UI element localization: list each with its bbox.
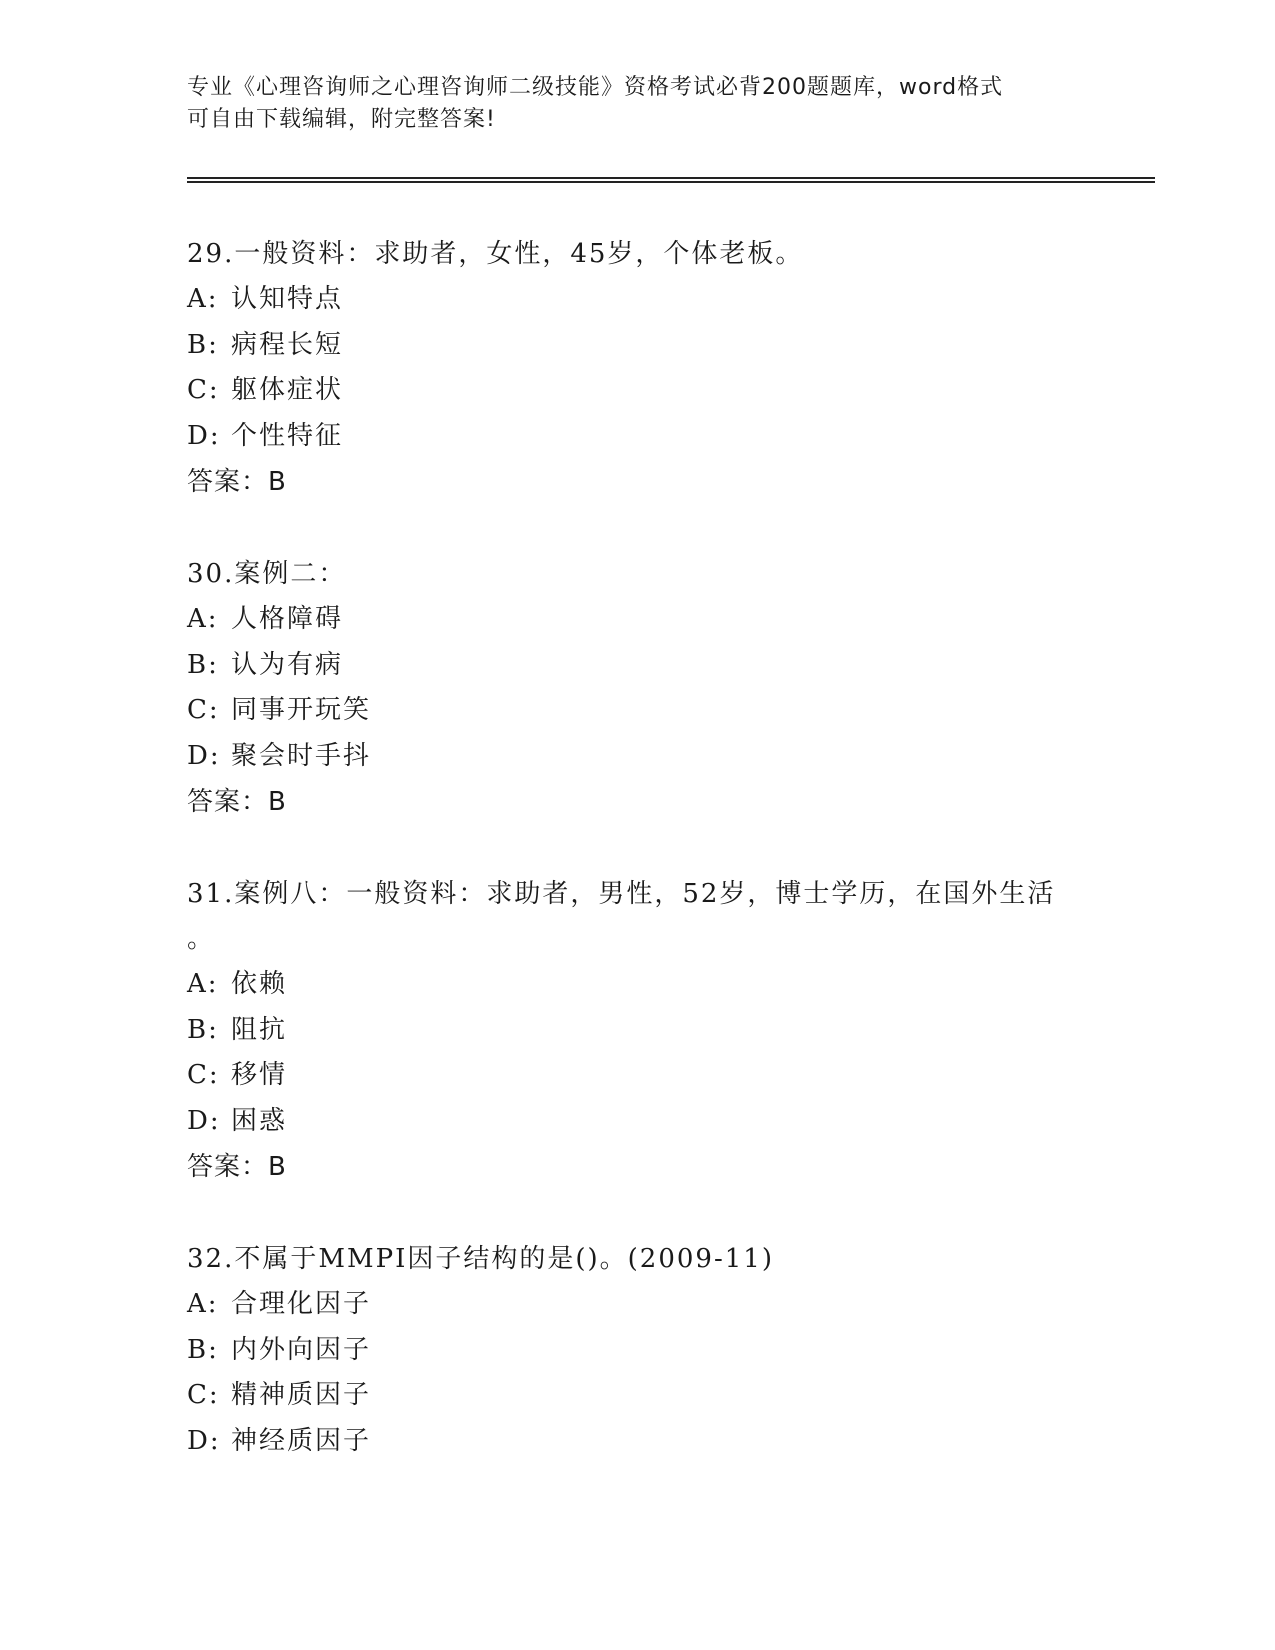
option-letter: A:: [187, 1289, 219, 1319]
option-d: [187, 1099, 1087, 1145]
question-30: [187, 552, 1087, 825]
option-letter: D:: [187, 420, 221, 451]
option-b: [187, 1008, 1087, 1054]
header-double-rule: [187, 177, 1155, 183]
option-letter: B:: [187, 1334, 219, 1365]
question-stem: 30.案例二：: [187, 559, 347, 589]
option-letter: C:: [187, 1380, 220, 1410]
option-text: 躯体症状: [231, 375, 344, 405]
option-c: [187, 1053, 1087, 1099]
option-letter: B:: [187, 1014, 219, 1045]
option-text: 合理化因子: [231, 1289, 372, 1319]
option-letter: C:: [187, 695, 220, 725]
option-letter: B:: [187, 649, 219, 680]
question-31: [187, 872, 1087, 1190]
option-d: [187, 414, 1087, 460]
option-letter: D:: [187, 1425, 221, 1456]
option-text: 依赖: [231, 969, 288, 999]
option-text: 人格障碍: [231, 604, 344, 634]
question-stem: 32.不属于MMPI因子结构的是()。(2009-11): [187, 1244, 774, 1274]
option-c: [187, 688, 1087, 734]
document-header: [187, 72, 1067, 136]
option-text: 聚会时手抖: [231, 740, 372, 771]
question-stem: 31.案例八：一般资料：求助者，男性，52岁，博士学历，在国外生活: [187, 879, 1056, 909]
option-a: [187, 962, 1087, 1008]
option-text: 个性特征: [231, 420, 344, 451]
question-list: [187, 232, 1087, 1511]
option-c: [187, 368, 1087, 414]
option-text: 认知特点: [231, 284, 344, 314]
option-letter: A:: [187, 284, 219, 314]
option-letter: A:: [187, 969, 219, 999]
option-d: [187, 734, 1087, 780]
option-d: [187, 1419, 1087, 1465]
answer-line: 答案：B: [187, 1152, 287, 1182]
header-line-2: 可自由下载编辑，附完整答案!: [187, 107, 496, 132]
answer-line: 答案：B: [187, 467, 287, 497]
option-letter: B:: [187, 329, 219, 360]
option-text: 神经质因子: [231, 1425, 372, 1456]
option-text: 移情: [231, 1060, 288, 1090]
option-b: [187, 643, 1087, 689]
option-text: 精神质因子: [231, 1380, 372, 1410]
option-a: [187, 277, 1087, 323]
question-32: [187, 1237, 1087, 1464]
option-text: 同事开玩笑: [231, 695, 372, 725]
option-b: [187, 1328, 1087, 1374]
option-letter: A:: [187, 604, 219, 634]
option-letter: D:: [187, 1105, 221, 1136]
option-text: 阻抗: [231, 1014, 288, 1045]
option-a: [187, 1282, 1087, 1328]
option-a: [187, 597, 1087, 643]
option-text: 病程长短: [231, 329, 344, 360]
question-stem-continuation: 。: [187, 924, 216, 954]
answer-line: 答案：B: [187, 787, 287, 817]
header-line-1: 专业《心理咨询师之心理咨询师二级技能》资格考试必背200题题库，word格式: [187, 75, 1004, 100]
option-text: 困惑: [231, 1105, 288, 1136]
option-text: 内外向因子: [231, 1334, 372, 1365]
option-letter: D:: [187, 740, 221, 771]
question-stem: 29.一般资料：求助者，女性，45岁，个体老板。: [187, 239, 804, 269]
option-letter: C:: [187, 1060, 220, 1090]
option-text: 认为有病: [231, 649, 344, 680]
option-c: [187, 1373, 1087, 1419]
option-b: [187, 323, 1087, 369]
option-letter: C:: [187, 375, 220, 405]
question-29: [187, 232, 1087, 505]
